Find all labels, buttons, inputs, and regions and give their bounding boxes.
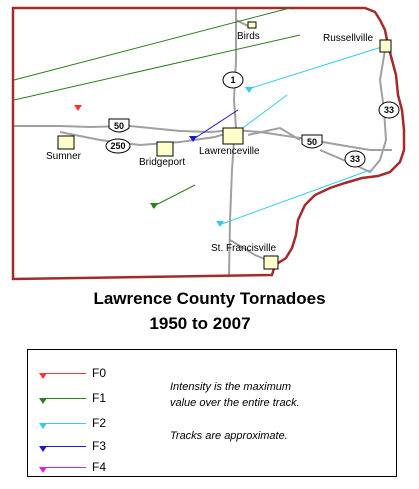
legend-label-f4: F4 (92, 460, 107, 474)
f2-track-russellville (248, 46, 385, 89)
legend-label-f1: F1 (92, 391, 107, 405)
route-1-south-road (229, 140, 234, 277)
route-33-south-label: 33 (349, 154, 361, 164)
legend-label-f2: F2 (92, 416, 107, 430)
f1-marker (150, 203, 158, 209)
legend-item-f1 (38, 391, 148, 409)
route-33-shield-south (345, 151, 365, 167)
legend-item-f4 (38, 460, 148, 478)
legend-item-f0 (38, 366, 148, 384)
sumner-town-marker (58, 136, 74, 149)
f1-track-north (14, 8, 290, 80)
birds-label: Birds (237, 31, 260, 42)
f4-triangle-icon (39, 467, 47, 473)
legend-note-approximate: Tracks are approximate. (170, 430, 288, 442)
route-250-road (60, 132, 228, 145)
legend-note-intensity-2: value over the entire track. (170, 397, 300, 409)
legend-note-intensity-1: Intensity is the maximum (170, 381, 292, 393)
f2-triangle-icon (39, 423, 47, 429)
route-33-shield-north (379, 102, 399, 118)
birds-town-marker (248, 22, 256, 28)
f1-track-middle (14, 35, 300, 100)
map-title: Lawrence County Tornadoes (93, 289, 326, 308)
route-1-shield (223, 72, 243, 88)
route-1-road (234, 7, 236, 128)
map-subtitle: 1950 to 2007 (149, 314, 251, 333)
lawrenceville-label: Lawrenceville (199, 146, 260, 157)
f0-triangle-icon (39, 373, 47, 379)
f1-triangle-icon (39, 398, 47, 404)
sumner-label: Sumner (46, 151, 82, 162)
f2-marker-1 (245, 87, 253, 93)
route-1-label: 1 (230, 75, 236, 85)
f2-track-south (219, 170, 370, 225)
route-33-north-label: 33 (383, 105, 395, 115)
us-50-shield-west (109, 119, 129, 132)
legend-label-f3: F3 (92, 439, 107, 453)
f3-triangle-icon (39, 446, 47, 452)
us-50-shield-east (302, 135, 322, 148)
f1-track-south (152, 185, 195, 207)
russellville-town-marker (380, 40, 391, 52)
us-50-east-label: 50 (306, 137, 318, 147)
legend-label-f0: F0 (92, 366, 107, 380)
lawrenceville-town-marker (223, 128, 243, 144)
st-francisville-town-marker (264, 256, 278, 269)
st-francisville-label: St. Francisville (211, 243, 277, 254)
us-50-west-label: 50 (113, 121, 125, 131)
legend-item-f3 (38, 439, 148, 457)
f0-marker (74, 105, 82, 111)
bridgeport-label: Bridgeport (139, 157, 186, 168)
route-250-label: 250 (110, 141, 126, 151)
russellville-label: Russellville (323, 33, 374, 44)
legend-item-f2 (38, 416, 148, 434)
f2-track-lawrenceville (240, 95, 287, 130)
bridgeport-town-marker (157, 142, 173, 156)
route-250-shield (106, 139, 130, 153)
legend (27, 349, 397, 477)
